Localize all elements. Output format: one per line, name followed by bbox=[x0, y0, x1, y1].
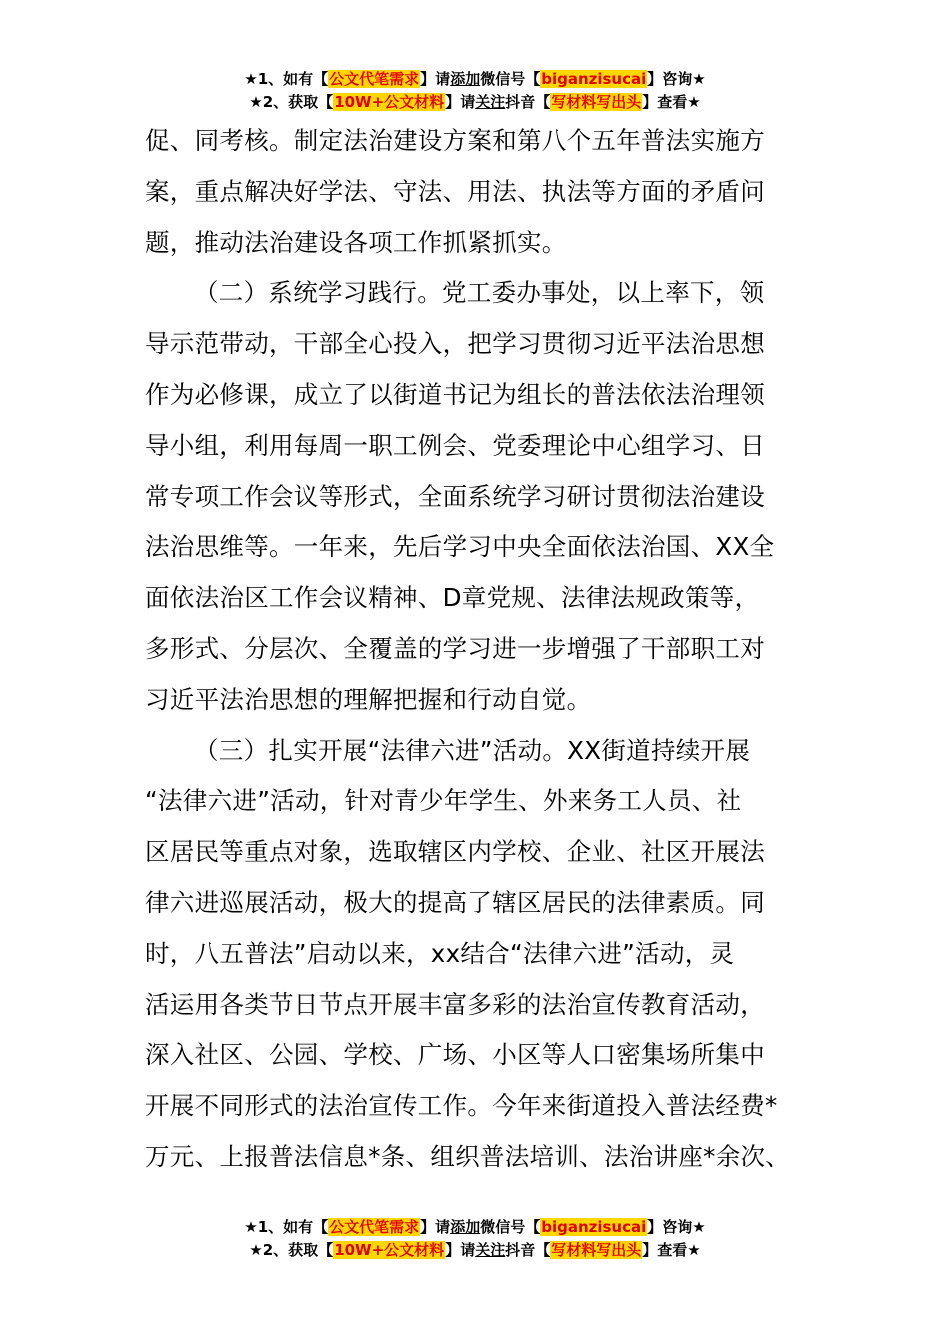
banner-text: 】咨询★ bbox=[647, 70, 706, 88]
banner-highlight: 写材料写出头 bbox=[551, 1241, 642, 1259]
body-line: 律六进巡展活动，极大的提高了辖区居民的法律素质。同 bbox=[145, 887, 765, 917]
banner-text: 】请 bbox=[445, 93, 476, 111]
banner-highlight: 10W+公文材料 bbox=[334, 93, 445, 111]
banner-text: ★1、如有【 bbox=[244, 1218, 329, 1236]
banner-underlined-text: 关注 bbox=[475, 1241, 506, 1259]
banner-highlight: biganzisucai bbox=[541, 70, 647, 88]
banner-text: 微信号【 bbox=[480, 1218, 541, 1236]
body-line: 常专项工作会议等形式，全面系统学习研讨贯彻法治建设 bbox=[145, 481, 765, 511]
banner-text: ★2、获取【 bbox=[249, 93, 334, 111]
banner-text: 】请 bbox=[445, 1241, 476, 1259]
body-line: 活运用各类节日节点开展丰富多彩的法治宣传教育活动， bbox=[145, 989, 765, 1019]
banner-text: 】查看★ bbox=[642, 1241, 701, 1259]
banner-text: 】咨询★ bbox=[647, 1218, 706, 1236]
banner-highlight: 公文代笔需求 bbox=[329, 1218, 420, 1236]
banner-text: 抖音【 bbox=[505, 93, 551, 111]
body-line: 题，推动法治建设各项工作抓紧抓实。 bbox=[145, 227, 567, 257]
body-line: 区居民等重点对象，选取辖区内学校、企业、社区开展法 bbox=[145, 837, 765, 867]
body-line: 面依法治区工作会议精神、D章党规、法律法规政策等， bbox=[145, 583, 760, 613]
body-line: 促、同考核。制定法治建设方案和第八个五年普法实施方 bbox=[145, 126, 765, 155]
banner-highlight: 公文代笔需求 bbox=[329, 70, 420, 88]
header-banner-line-2 bbox=[0, 91, 950, 114]
banner-text: 】查看★ bbox=[642, 93, 701, 111]
footer-banner bbox=[0, 1216, 950, 1262]
header-banner-line-1 bbox=[0, 68, 950, 91]
header-banner bbox=[0, 68, 950, 114]
banner-highlight: 写材料写出头 bbox=[551, 93, 642, 111]
banner-text: ★2、获取【 bbox=[249, 1241, 334, 1259]
footer-banner-line-2 bbox=[0, 1239, 950, 1262]
banner-highlight: 10W+公文材料 bbox=[334, 1241, 445, 1259]
document-body bbox=[145, 116, 825, 1183]
banner-text: 抖音【 bbox=[505, 1241, 551, 1259]
body-line: 万元、上报普法信息*条、组织普法培训、法治讲座*余次、 bbox=[145, 1141, 791, 1171]
body-line: 法治思维等。一年来，先后学习中央全面依法治国、XX全 bbox=[145, 532, 775, 562]
body-line: “法律六进”活动，针对青少年学生、外来务工人员、社 bbox=[145, 786, 742, 816]
body-line: 习近平法治思想的理解把握和行动自觉。 bbox=[145, 684, 592, 714]
body-line: 多形式、分层次、全覆盖的学习进一步增强了干部职工对 bbox=[145, 633, 765, 663]
section-heading-line: （三）扎实开展“法律六进”活动。XX街道持续开展 bbox=[194, 735, 751, 765]
banner-text: ★1、如有【 bbox=[244, 70, 329, 88]
footer-banner-line-1 bbox=[0, 1216, 950, 1239]
banner-text: 微信号【 bbox=[480, 70, 541, 88]
body-line: 作为必修课，成立了以街道书记为组长的普法依法治理领 bbox=[145, 379, 765, 409]
body-line: 导小组，利用每周一职工例会、党委理论中心组学习、日 bbox=[145, 430, 765, 460]
banner-text: 】请 bbox=[420, 1218, 451, 1236]
banner-highlight: biganzisucai bbox=[541, 1218, 647, 1236]
body-line: 导示范带动，干部全心投入，把学习贯彻习近平法治思想 bbox=[145, 329, 765, 359]
body-line: 时，八五普法”启动以来，xx结合“法律六进”活动，灵 bbox=[145, 938, 735, 968]
section-heading-line: （二）系统学习践行。党工委办事处，以上率下，领 bbox=[194, 278, 765, 308]
body-line: 案，重点解决好学法、守法、用法、执法等方面的矛盾问 bbox=[145, 176, 765, 206]
banner-underlined-text: 添加 bbox=[450, 70, 481, 88]
banner-underlined-text: 关注 bbox=[475, 93, 506, 111]
banner-text: 】请 bbox=[420, 70, 451, 88]
body-line: 深入社区、公园、学校、广场、小区等人口密集场所集中 bbox=[145, 1040, 765, 1070]
banner-underlined-text: 添加 bbox=[450, 1218, 481, 1236]
body-line: 开展不同形式的法治宣传工作。今年来街道投入普法经费* bbox=[145, 1091, 778, 1121]
